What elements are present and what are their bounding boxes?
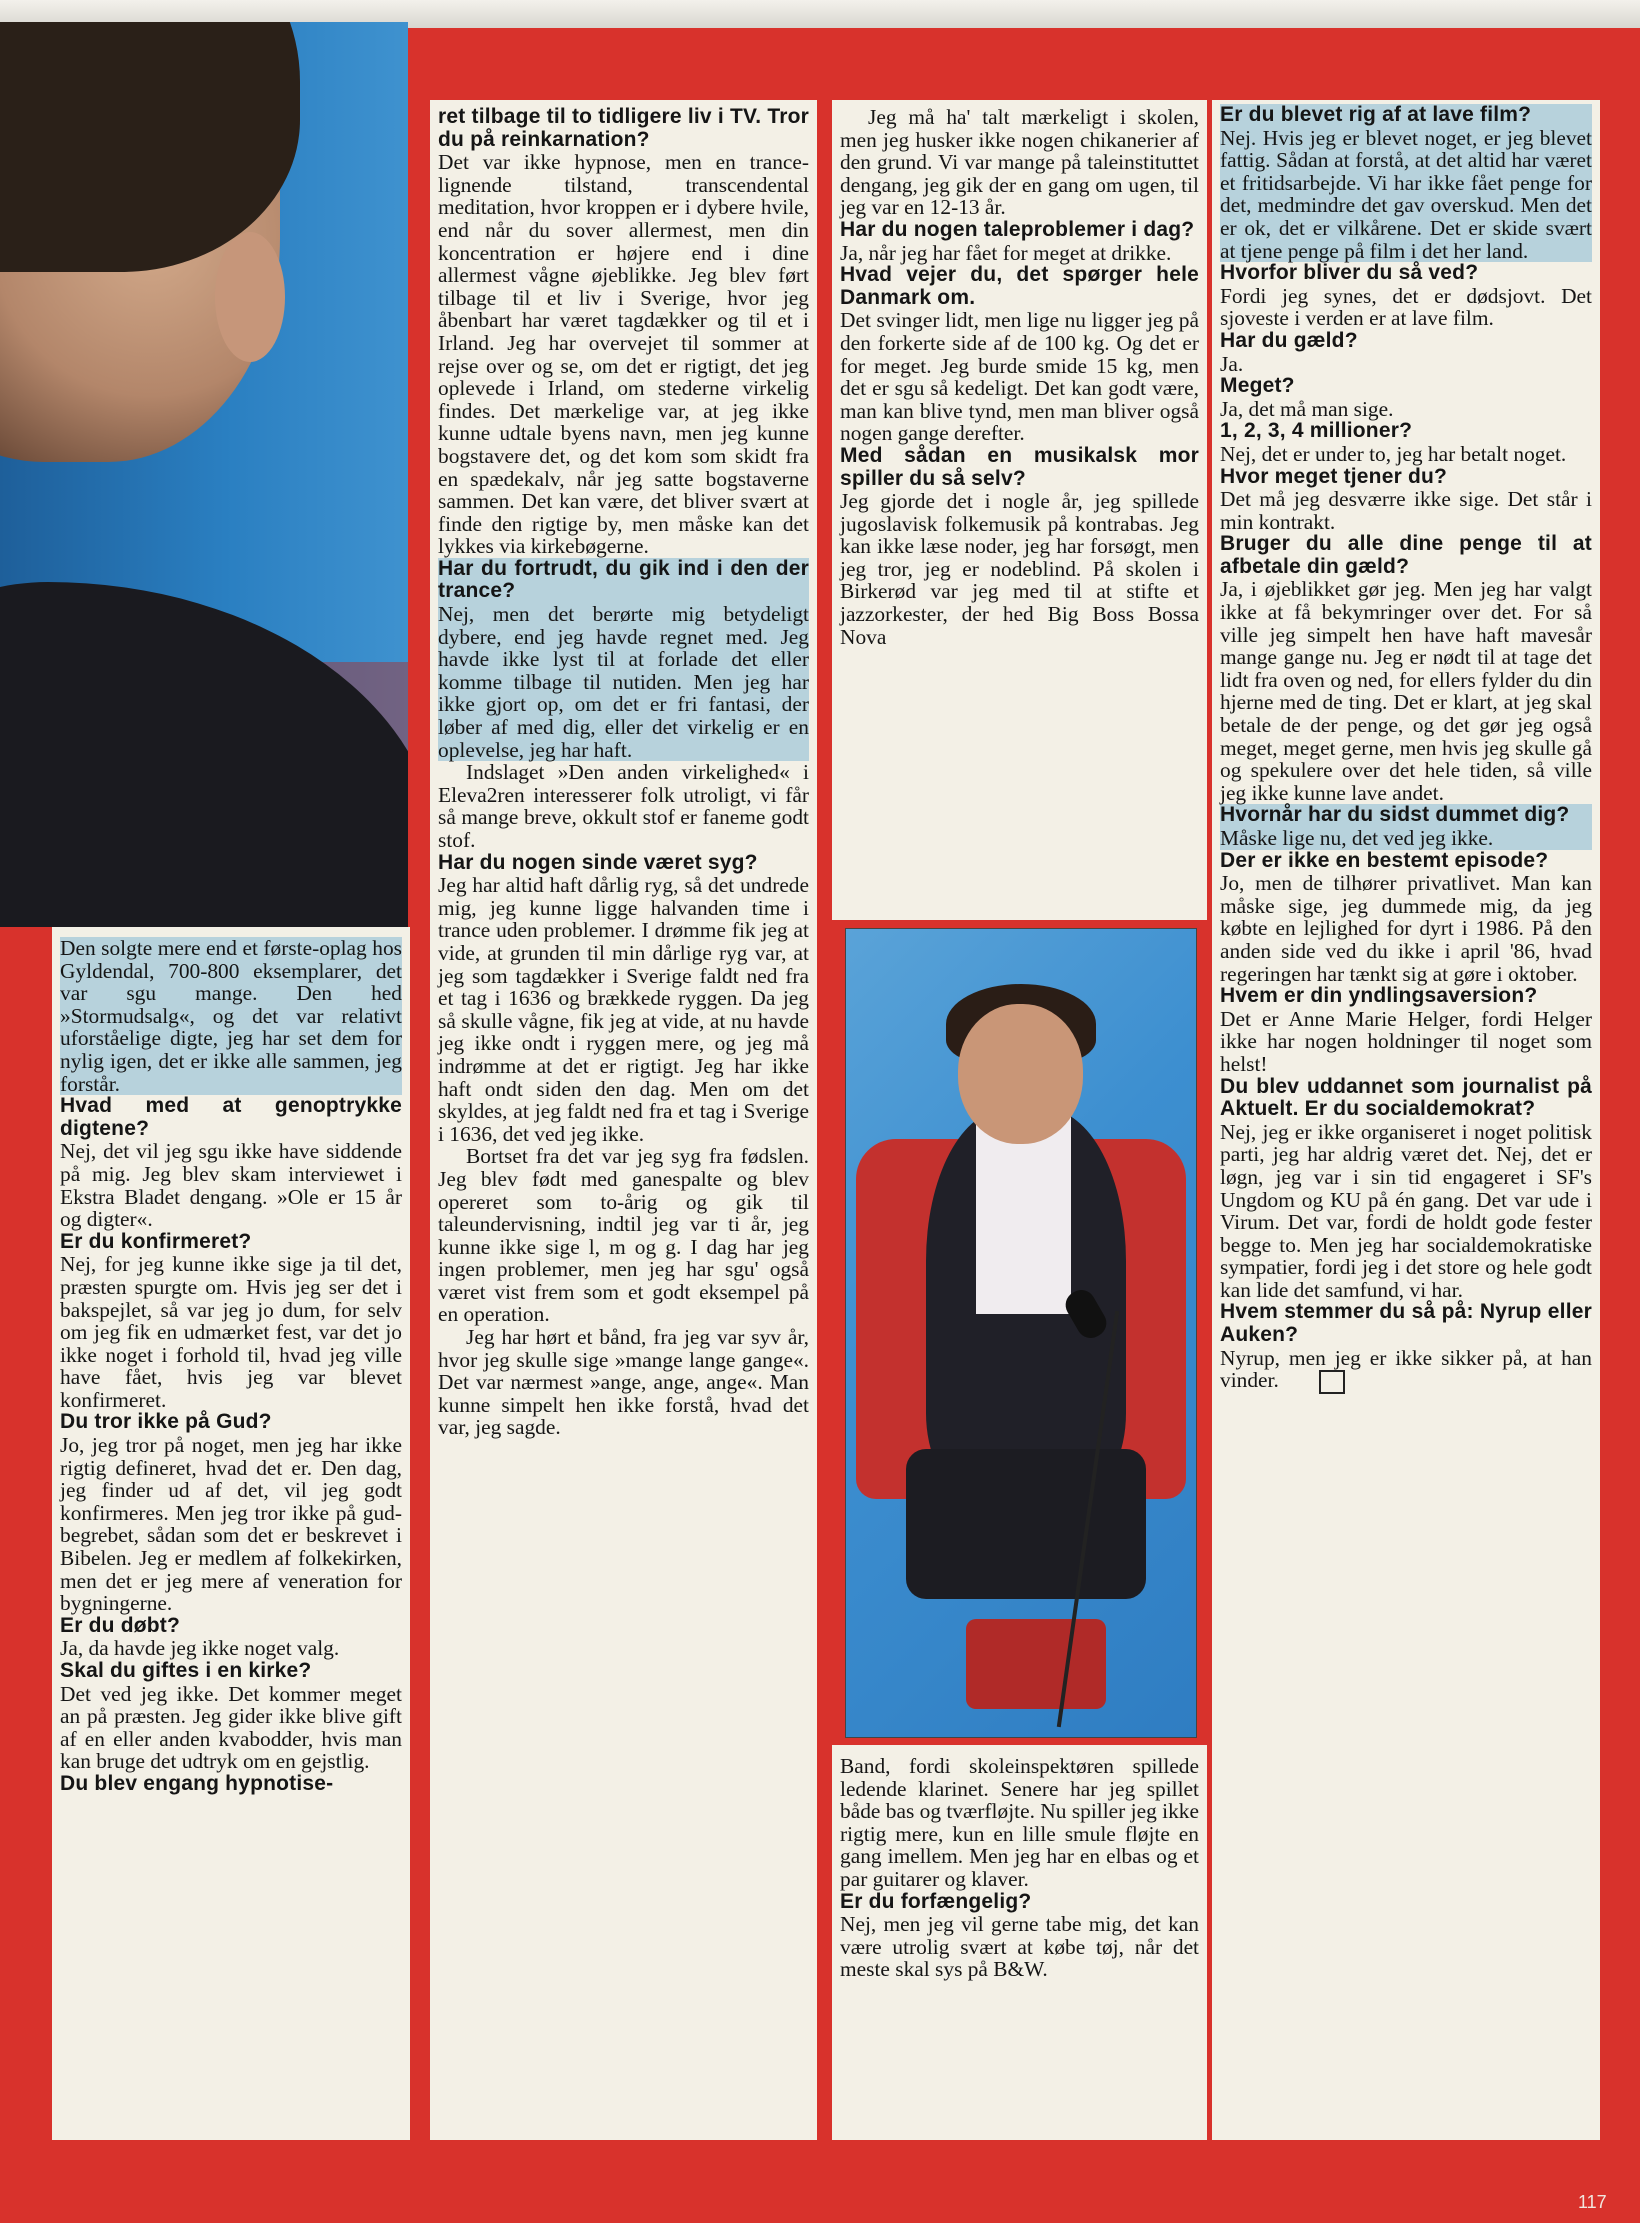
- question-heading: Hvem er din yndlingsaversion?: [1220, 984, 1538, 1008]
- photo-legs: [906, 1449, 1146, 1599]
- answer-paragraph: Nej, men det berørte mig betydeligt dybere, end jeg havde regnet med. Jeg havde ikke lyst til at forlade det eller komme tilbage til nutiden. Men jeg har ikke gjort op, om det er fri fantasi, der løber af med dig, eller det virkelig er en oplevelse, jeg har haft.: [438, 602, 809, 762]
- answer-paragraph: Måske lige nu, det ved jeg ikke.: [1220, 827, 1592, 850]
- question-heading: Skal du giftes i en kirke?: [60, 1659, 312, 1682]
- answer-paragraph: Nej, det er under to, jeg har betalt noget.: [1220, 441, 1567, 466]
- question-heading: Har du gæld?: [1220, 328, 1358, 352]
- column-3-top: [832, 100, 1207, 920]
- question-heading: Har du nogen sinde været syg?: [438, 850, 758, 874]
- answer-paragraph: Ja, når jeg har fået for meget at drikke.: [840, 240, 1172, 265]
- question-heading: 1, 2, 3, 4 millioner?: [1220, 419, 1413, 443]
- question-heading: Hvad vejer du, det spørger hele Danmark om.: [840, 263, 1199, 309]
- photo-ear: [215, 232, 285, 362]
- answer-paragraph: Det svinger lidt, men lige nu ligger jeg på den forkerte side af de 100 kg. Og det er for meget. Jeg burde smide 15 kg, men det er sgu så kedeligt. Det kan godt være, man kan blive tynd, men man bliver også nogen gange derefter.: [840, 308, 1199, 446]
- question-heading: Du tror ikke på Gud?: [60, 1410, 272, 1434]
- answer-paragraph: Jeg må ha' talt mærkeligt i skolen, men jeg husker ikke nogen chikanerier af den grund. Vi var mange på taleinstituttet dengang, jeg gik der en gang om ugen, til jeg var en 12-13 år.: [840, 105, 1199, 220]
- answer-paragraph: Det var ikke hypnose, men en trance-lignende tilstand, transcendental meditation, hvor kroppen er i dybere hvile, end når du sover allermest, men din koncentration er højere end i dine allermest vågne øjeblikke. Jeg blev ført tilbage til et liv i Sverige, hvor jeg åbenbart har været tagdækker og til et i Irland. Jeg har overvejet til sommer at rejse over og se, om det er rigtigt, det jeg oplevede i Irland, om stederne virkelig findes. Det mærkelige var, at jeg ikke kunne udtale byens navn, men jeg kunne bogstavere det, og det kom som skidt fra en spædekalv, når jeg satte bogstaverne sammen. Det kan være, det bliver svært at finde den rigtige by, men måske kan det lykkes via kirkebøgerne.: [438, 150, 809, 559]
- bottom-border: [0, 2140, 1640, 2223]
- end-mark-icon: [1319, 1370, 1345, 1394]
- answer-paragraph: Ja, i øjeblikket gør jeg. Men jeg har valgt ikke at få bekymringer over det. For så ville jeg simpelt hen have haft mavesår mange gange nu. Jeg er nødt til at tage det lidt fra oven og ned, for ellers fylder du din hjerne med de ting. Det er klart, at jeg skal betale de der penge, og det gør jeg også meget, meget gerne, men hvis jeg skulle gå og spekulere over det hele tiden, så ville jeg ikke kunne lave andet.: [1220, 577, 1592, 805]
- answer-paragraph: Jeg har altid haft dårlig ryg, så det undrede mig, jeg kunne ligge halvanden time i trance uden problemer. I drømme fik jeg at vide, at grunden til min dårlige ryg var, at jeg som tagdækker i Sverige faldt ned fra et tag i 1636 og brækkede ryggen. Da jeg så skulle vågne, fik jeg at vide, at nu havde jeg ikke ondt i ryggen mere, og jeg må indrømme at det er rigtigt. Jeg har ikke haft ondt siden den dag. Men om det skyldes, at jeg faldt ned fra et tag i Sverige i 1636, det ved jeg ikke.: [438, 873, 809, 1146]
- chair-base: [966, 1619, 1106, 1709]
- column-3-bottom: [832, 1745, 1207, 2140]
- question-heading: Hvor meget tjener du?: [1220, 464, 1448, 488]
- column-4: [1212, 100, 1600, 2140]
- answer-paragraph: Jeg har hørt et bånd, fra jeg var syv år, hvor jeg skulle sige »mange lange gange«. Det var nærmest »ange, ange, ange«. Man kunne simpelt hen ikke forstå, hvad det var, jeg sagde.: [438, 1325, 809, 1440]
- question-heading: Er du konfirmeret?: [60, 1229, 252, 1253]
- answer-paragraph: Nej. Hvis jeg er blevet noget, er jeg blevet fattig. Sådan at forstå, at det altid har været et fritidsarbejde. Vi har ikke fået penge for det, medmindre det gav overskud. Men det er ok, det er vilkårene. Det er skide svært at tjene penge på film i det her land.: [1220, 125, 1592, 263]
- question-heading: Du blev uddannet som journalist på Aktuelt. Er du socialdemokrat?: [1220, 1074, 1592, 1121]
- answer-paragraph: Jeg gjorde det i nogle år, jeg spillede jugoslavisk folkemusik på kontrabas. Jeg kan ikke læse noder, jeg har forsøgt, men jeg tror, jeg er nodeblind. På skolen i Birkerød var jeg med til at stifte et jazzorkester, der hed Big Boss Bossa Nova: [840, 489, 1199, 649]
- page-number: 117: [1578, 2192, 1607, 2212]
- answer-paragraph: Indslaget »Den anden virkelighed« i Eleva2ren interesserer folk utroligt, vi får så mange breve, okkult stof er faneme godt stof.: [438, 760, 809, 852]
- portrait-photo-closeup: [0, 22, 408, 927]
- answer-paragraph: Ja, da havde jeg ikke noget valg.: [60, 1636, 340, 1661]
- photo-suit: [0, 582, 408, 927]
- red-border: [408, 28, 430, 928]
- question-heading: Har du nogen taleproblemer i dag?: [840, 217, 1195, 241]
- answer-paragraph: Nej, det vil jeg sgu ikke have siddende på mig. Jeg blev skam interviewet i Ekstra Bladet dengang. »Ole er 15 år og digter«.: [60, 1139, 402, 1232]
- answer-paragraph: Fordi jeg synes, det er dødsjovt. Det sjoveste i verden er at lave film.: [1220, 283, 1592, 331]
- question-heading: Med sådan en musikalsk mor spiller du så selv?: [840, 443, 1199, 490]
- question-heading: Hvem stemmer du så på: Nyrup eller Auken?: [1220, 1300, 1592, 1347]
- question-heading: Meget?: [1220, 374, 1295, 398]
- answer-paragraph: Nej, for jeg kunne ikke sige ja til det, præsten spurgte om. Hvis jeg ser det i bakspejlet, så var jeg jo dum, for selv om jeg fik en udmærket fest, var det jo ikke noget i forhold til, hvad jeg ville have fået, hvis jeg var blevet konfirmeret.: [60, 1252, 402, 1412]
- question-heading: Bruger du alle dine penge til at afbetale din gæld?: [1220, 532, 1592, 578]
- photo-shirt: [976, 1114, 1071, 1314]
- answer-paragraph: Band, fordi skoleinspektøren spillede ledende klarinet. Senere har jeg spillet både bas og tværfløjte. Nu spiller jeg ikke rigtig mere, kun en lille smule fløjte en gang imellem. Men jeg har en elbas og et par guitarer og klaver.: [840, 1754, 1199, 1891]
- answer-paragraph: Ja.: [1220, 351, 1244, 376]
- answer-paragraph: Jo, men de tilhører privatlivet. Man kan måske sige, jeg dummede mig, da jeg købte en lejlighed for dyrt i 1986. På den anden side ved du ikke i april '86, hvad regeringen har tænkt sig at gøre i oktober.: [1220, 871, 1592, 986]
- answer-paragraph: Bortset fra det var jeg syg fra fødslen. Jeg blev født med ganespalte og blev opereret som to-årig og gik til taleundervisning, indtil jeg var ti år, jeg kunne ikke sige l, m og g. I dag har jeg ingen problemer, men jeg har sgu' også været vist frem som et godt eksempel på en operation.: [438, 1144, 809, 1327]
- answer-paragraph: Den solgte mere end et første-oplag hos Gyldendal, 700-800 eksemplarer, det var sgu mange. Den hed »Stormudsalg«, og det var relativt uforståelige digte, jeg har set dem for nylig igen, det er ikke alle sammen, jeg forstår.: [60, 936, 402, 1096]
- photo-man-in-red-chair: [845, 928, 1197, 1738]
- answer-paragraph: Nej, men jeg vil gerne tabe mig, det kan være utrolig svært at købe tøj, når det meste skal sys på B&W.: [840, 1912, 1199, 1982]
- column-1: [52, 927, 410, 2140]
- answer-paragraph: Jo, jeg tror på noget, men jeg har ikke rigtig defineret, hvad det er. Den dag, jeg finder ud af det, vil jeg godt konfirmeres. Men jeg tror ikke på gud-begrebet, sådan som det er beskrevet i Bibelen. Jeg er medlem af folkekirken, men det er jeg mere af veneration for bygningerne.: [60, 1433, 402, 1616]
- answer-paragraph: Det må jeg desværre ikke sige. Det står i min kontrakt.: [1220, 487, 1592, 534]
- question-heading: ret tilbage til to tidligere liv i TV. Tror du på reinkarnation?: [438, 105, 809, 151]
- question-heading: Hvorfor bliver du så ved?: [1220, 261, 1479, 285]
- question-heading: Hvad med at genoptrykke digtene?: [60, 1094, 402, 1140]
- answer-paragraph: Nej, jeg er ikke organiseret i noget politisk parti, jeg har aldrig været det. Nej, det er løgn, jeg var i sin tid engageret i SF's Ungdom og KU på én gang. Det var ude i Virum. Det var, fordi de holdt gode fester begge to. Men jeg har socialdemokratiske sympatier, fordi jeg i det store og hele godt kan lide det samfund, vi har.: [1220, 1119, 1592, 1302]
- question-heading: Har du fortrudt, du gik ind i den der trance?: [438, 556, 809, 603]
- answer-paragraph: Det er Anne Marie Helger, fordi Helger ikke har nogen holdninger til noget som helst!: [1220, 1006, 1592, 1076]
- question-heading: Der er ikke en bestemt episode?: [1220, 848, 1549, 872]
- question-heading: Er du blevet rig af at lave film?: [1220, 104, 1592, 127]
- question-heading: Er du forfængelig?: [840, 1889, 1032, 1913]
- column-2: [430, 100, 817, 2140]
- question-heading: Er du døbt?: [60, 1613, 181, 1637]
- answer-paragraph: Ja, det må man sige.: [1220, 396, 1394, 421]
- answer-paragraph: Nyrup, men jeg er ikke sikker på, at han vinder.: [1220, 1347, 1592, 1395]
- question-heading: Hvornår har du sidst dummet dig?: [1220, 804, 1592, 827]
- photo-face: [958, 1004, 1083, 1144]
- question-heading: Du blev engang hypnotise-: [60, 1771, 334, 1795]
- answer-paragraph: Det ved jeg ikke. Det kommer meget an på præsten. Jeg gider ikke blive gift af en eller anden kvabodder, hvis man kan bruge det udtryk om en gejstlig.: [60, 1681, 402, 1774]
